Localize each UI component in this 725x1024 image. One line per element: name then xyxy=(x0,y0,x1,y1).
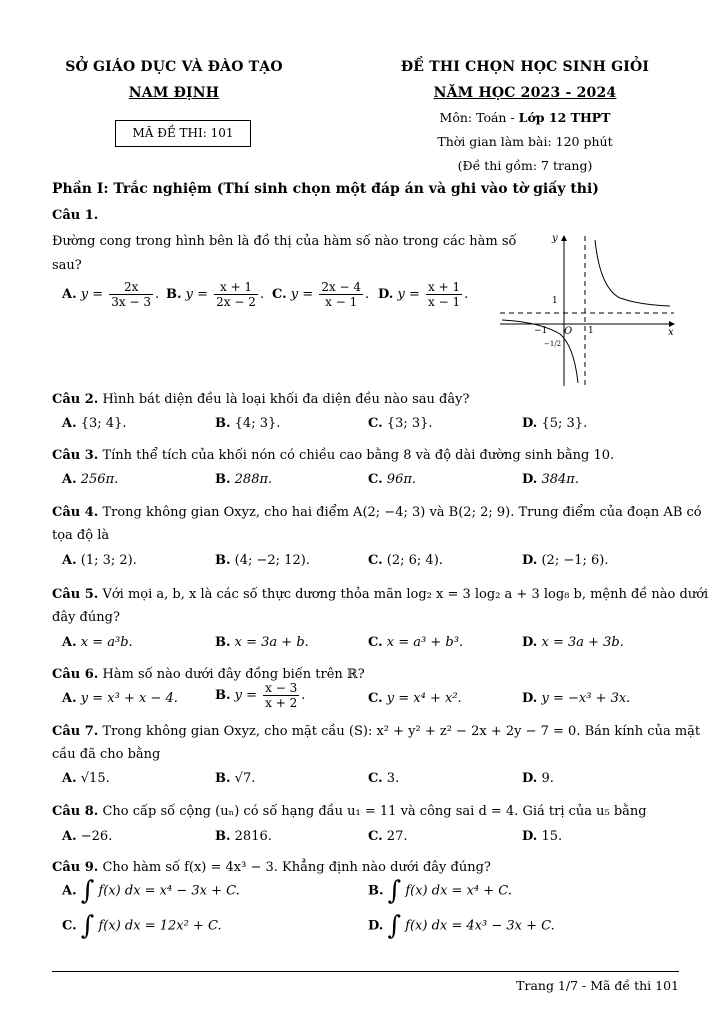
q5-text-line2: đây đúng? xyxy=(52,610,120,625)
q6-option-b: B. y = $\frac{x - 3}{x + 2}$ . xyxy=(215,681,306,710)
q4-option-d: D. (2; −1; 6). xyxy=(522,553,609,568)
q6-option-c: C. y = x⁴ + x². xyxy=(368,691,462,706)
q8-option-c: C. 27. xyxy=(368,829,408,844)
q2-option-a: A. {3; 4}. xyxy=(62,416,127,431)
q7-option-c: C. 3. xyxy=(368,771,400,786)
q7-option-d: D. 9. xyxy=(522,771,554,786)
time-limit: Thời gian làm bài: 120 phút xyxy=(437,134,613,149)
q1-text-line2: sau? xyxy=(52,258,82,273)
header-right xyxy=(385,54,665,178)
q9-option-b: B. ∫ f(x) dx = x⁴ + C. xyxy=(368,876,512,906)
curve-right-branch xyxy=(595,240,670,306)
section-title: Phần I: Trắc nghiệm (Thí sinh chọn một đáp án và ghi vào tờ giấy thi) xyxy=(52,181,599,197)
q7-option-a: A. √15. xyxy=(62,771,110,786)
footer-divider xyxy=(52,971,679,972)
q7-text-line2: cầu đã cho bằng xyxy=(52,747,161,762)
q1-option-d: D. y = $\frac{x + 1}{x - 1}$ . xyxy=(378,280,469,309)
school-year: NĂM HỌC 2023 - 2024 xyxy=(433,85,617,101)
integral-sign: ∫ xyxy=(80,911,95,941)
q1-label: Câu 1. xyxy=(52,208,99,223)
q6-option-a: A. y = x³ + x − 4. xyxy=(62,691,178,706)
y-axis-label: y xyxy=(552,233,558,244)
q8-option-a: A. −26. xyxy=(62,829,113,844)
q1-text-line1: Đường cong trong hình bên là đồ thị của hàm số nào trong các hàm số xyxy=(52,234,517,249)
q2-option-c: C. {3; 3}. xyxy=(368,416,433,431)
integral-sign: ∫ xyxy=(387,911,402,941)
department-name: SỞ GIÁO DỤC VÀ ĐÀO TẠO xyxy=(65,59,283,75)
q3-option-d: D. 384π. xyxy=(522,472,579,487)
q3-option-b: B. 288π. xyxy=(215,472,273,487)
q2-text: Câu 2. Hình bát diện đều là loại khối đa diện đều nào sau đây? xyxy=(52,392,470,407)
q6-option-d: D. y = −x³ + 3x. xyxy=(522,691,631,706)
q9-option-c: C. ∫ f(x) dx = 12x² + C. xyxy=(62,911,222,941)
q5-option-c: C. x = a³ + b³. xyxy=(368,635,464,650)
q4-option-c: C. (2; 6; 4). xyxy=(368,553,443,568)
integral-sign: ∫ xyxy=(80,876,95,906)
q5-text-line1: Câu 5. Với mọi a, b, x là các số thực dương thỏa mãn log₂ x = 3 log₂ a + 3 log₈ b, mệnh đề nào dưới xyxy=(52,587,709,602)
integral-sign: ∫ xyxy=(387,876,402,906)
q9-text: Câu 9. Cho hàm số f(x) = 4x³ − 3. Khẳng định nào dưới đây đúng? xyxy=(52,860,491,875)
q1-function-graph xyxy=(500,228,682,388)
origin-label: O xyxy=(564,326,573,337)
page-count: (Đề thi gồm: 7 trang) xyxy=(457,158,593,173)
q4-text-line2: tọa độ là xyxy=(52,528,110,543)
q2-option-d: D. {5; 3}. xyxy=(522,416,588,431)
x-axis-label: x xyxy=(668,327,674,338)
q9-option-d: D. ∫ f(x) dx = 4x³ − 3x + C. xyxy=(368,911,555,941)
tick-1: 1 xyxy=(588,326,594,336)
exam-code-box: MÃ ĐỀ THI: 101 xyxy=(115,120,251,147)
q5-option-b: B. x = 3a + b. xyxy=(215,635,309,650)
q8-text: Câu 8. Cho cấp số cộng (uₙ) có số hạng đầu u₁ = 11 và công sai d = 4. Giá trị của u₅ bằng xyxy=(52,804,647,819)
q5-option-a: A. x = a³b. xyxy=(62,635,133,650)
page-footer: Trang 1/7 - Mã đề thi 101 xyxy=(516,978,679,993)
q4-text-line1: Câu 4. Trong không gian Oxyz, cho hai điểm A(2; −4; 3) và B(2; 2; 9). Trung điểm của đoạn AB có xyxy=(52,505,702,520)
q7-option-b: B. √7. xyxy=(215,771,256,786)
q3-option-a: A. 256π. xyxy=(62,472,119,487)
q4-option-a: A. (1; 3; 2). xyxy=(62,553,137,568)
q7-text-line1: Câu 7. Trong không gian Oxyz, cho mặt cầu (S): x² + y² + z² − 2x + 2y − 7 = 0. Bán kính của mặt xyxy=(52,724,701,739)
q3-option-c: C. 96π. xyxy=(368,472,417,487)
q1-option-a: A. y = $\frac{2x}{3x - 3}$ . xyxy=(62,280,160,309)
exam-title: ĐỀ THI CHỌN HỌC SINH GIỎI xyxy=(400,59,650,75)
q2-option-b: B. {4; 3}. xyxy=(215,416,281,431)
y-tick-minus-half: −1/2 xyxy=(544,340,562,348)
q4-option-b: B. (4; −2; 12). xyxy=(215,553,310,568)
q9-option-a: A. ∫ f(x) dx = x⁴ − 3x + C. xyxy=(62,876,240,906)
q8-option-d: D. 15. xyxy=(522,829,563,844)
q1-option-c: C. y = $\frac{2x - 4}{x - 1}$ . xyxy=(272,280,370,309)
header-left xyxy=(40,54,308,106)
province-name: NAM ĐỊNH xyxy=(128,85,220,101)
q1-option-b: B. y = $\frac{x + 1}{2x - 2}$ . xyxy=(166,280,265,309)
q8-option-b: B. 2816. xyxy=(215,829,272,844)
q3-text: Câu 3. Tính thể tích của khối nón có chiều cao bằng 8 và độ dài đường sinh bằng 10. xyxy=(52,448,615,463)
subject-line: Môn: Toán - Lớp 12 THPT xyxy=(439,110,611,125)
y-tick-1: 1 xyxy=(552,296,558,306)
q6-text: Câu 6. Hàm số nào dưới đây đồng biến trên ℝ? xyxy=(52,667,365,682)
tick-minus-1: −1 xyxy=(534,326,548,336)
q5-option-d: D. x = 3a + 3b. xyxy=(522,635,624,650)
